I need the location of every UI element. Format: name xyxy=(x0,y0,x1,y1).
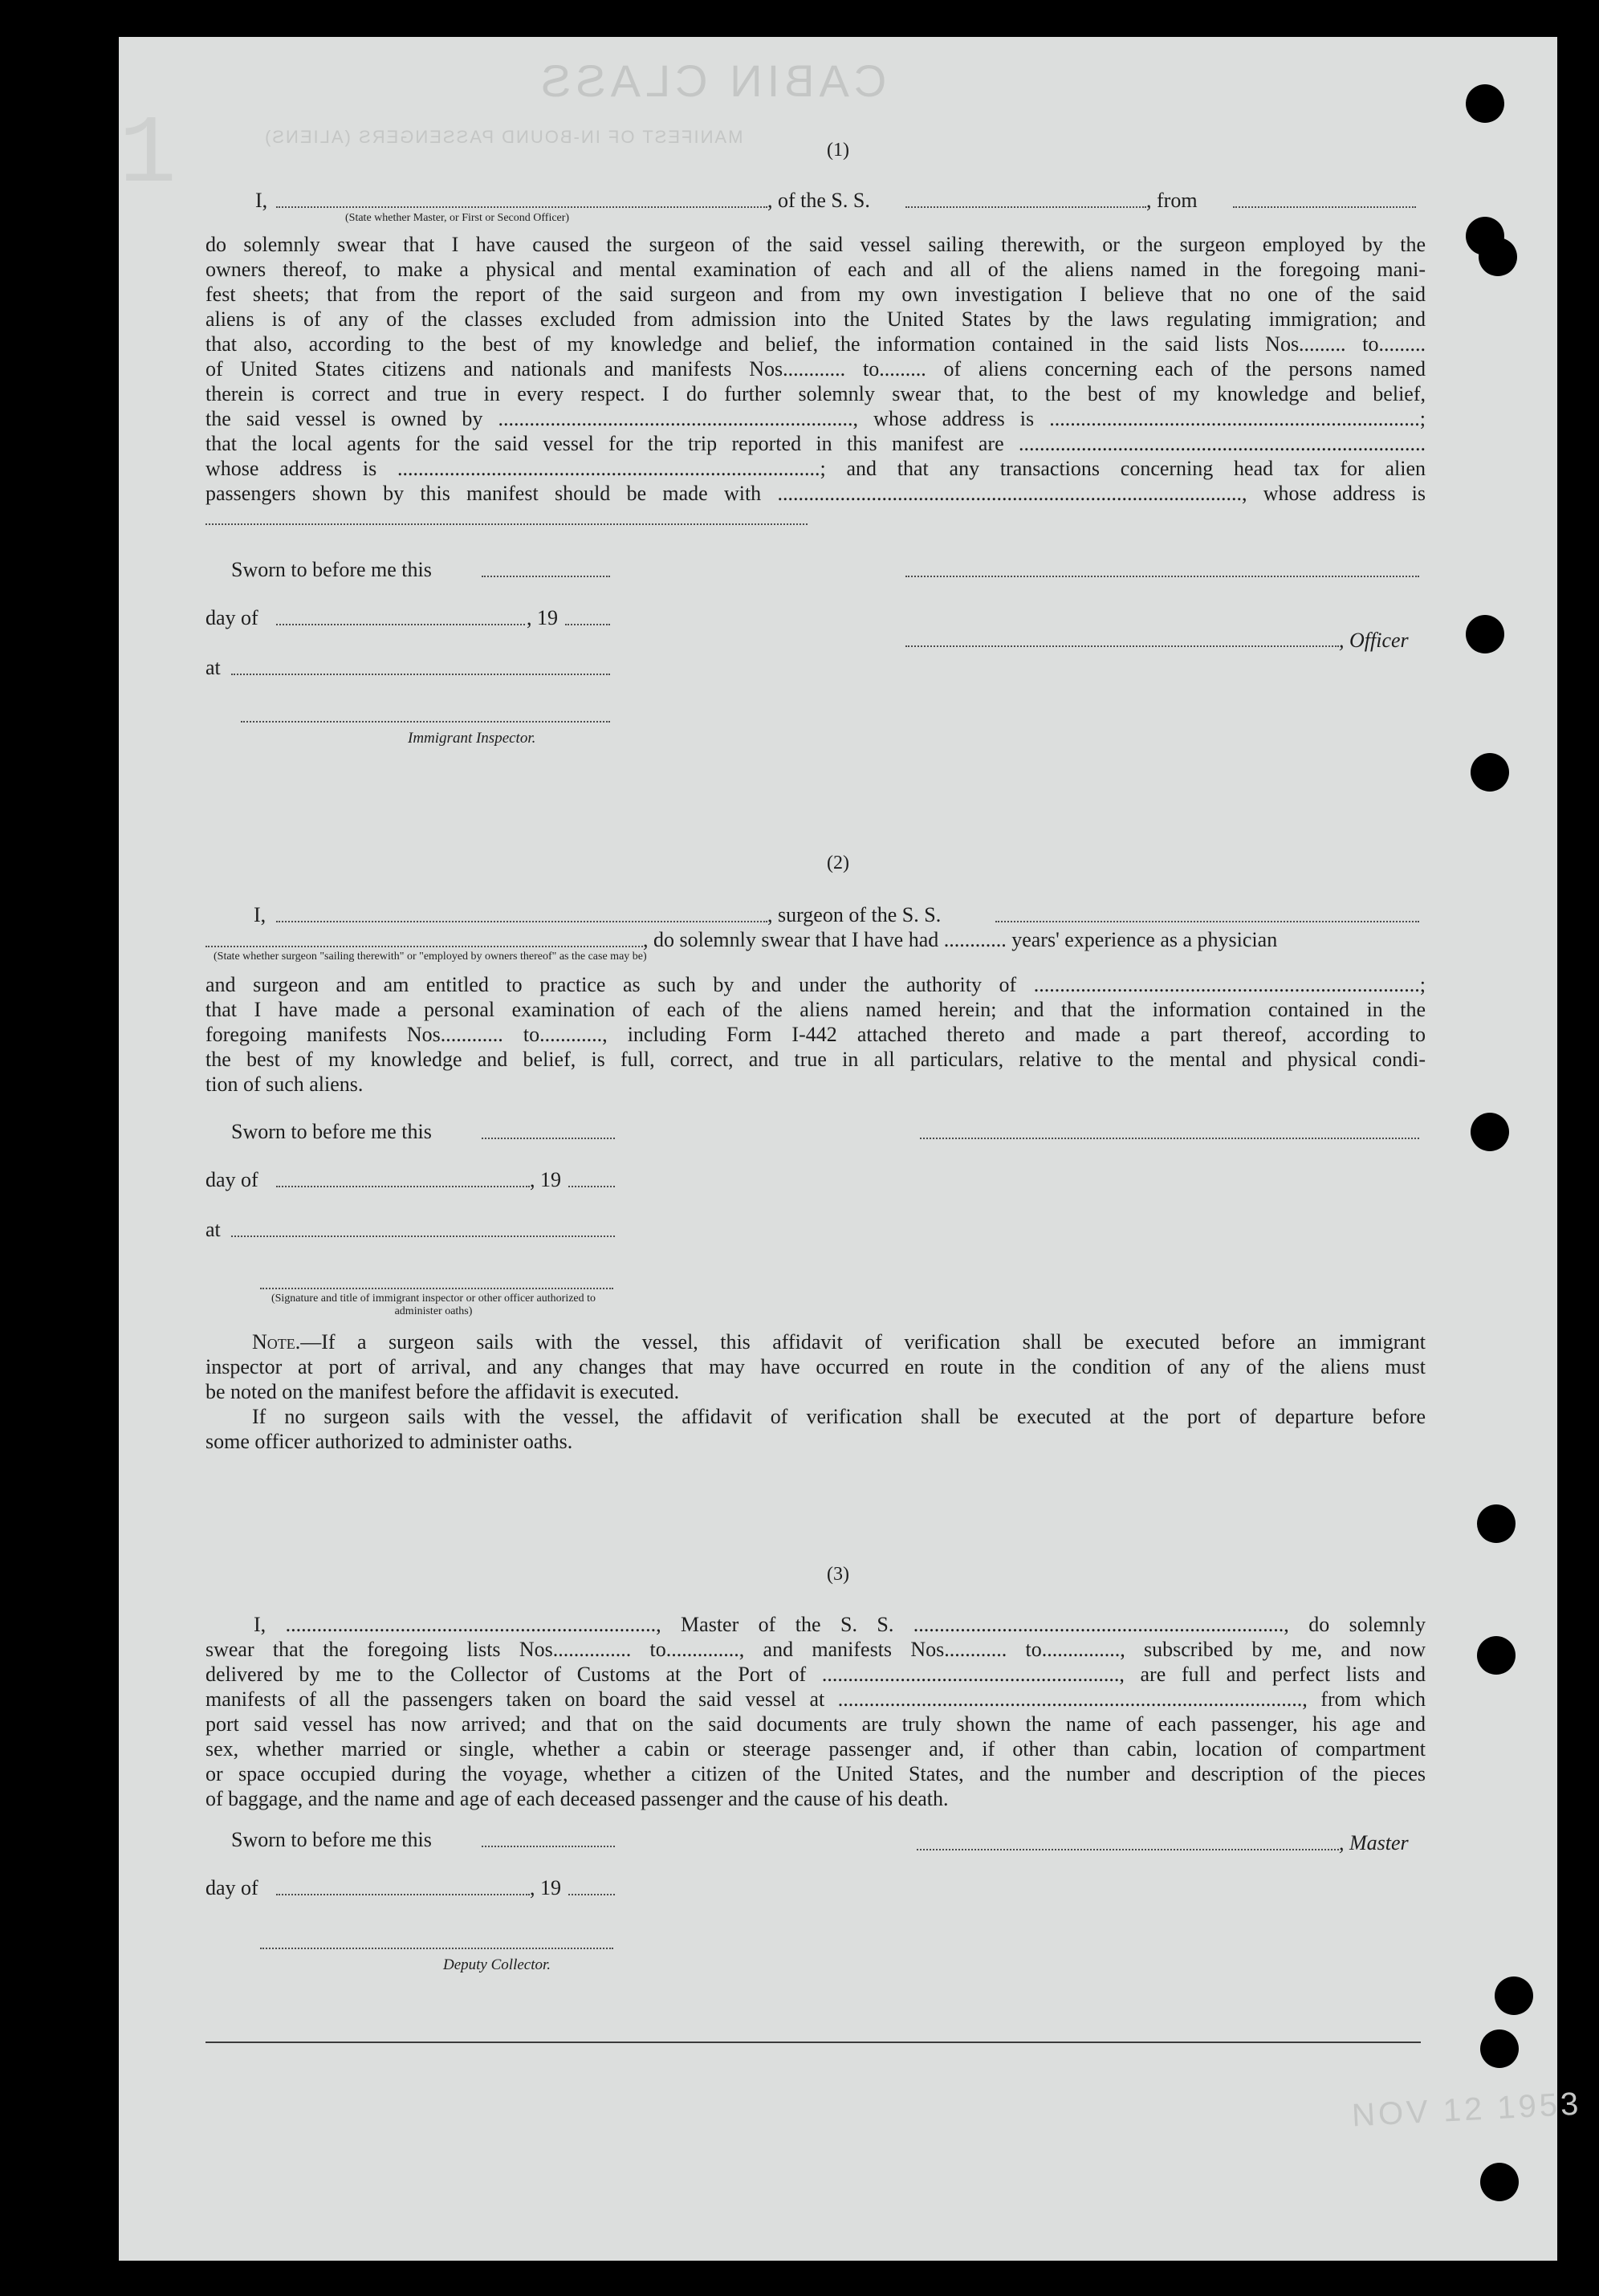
s2-line-4: the best of my knowledge and belief, is full, correct, and true in all particulars, relative to the mental and physical condi- xyxy=(205,1048,1426,1071)
s3-collector-line xyxy=(260,1948,613,1949)
s1-officer-signature-line xyxy=(905,576,1419,577)
s1-inspector-line xyxy=(241,721,610,723)
s2-note-line-1 xyxy=(205,1329,1426,1354)
s1-sworn-line xyxy=(482,576,610,577)
s1-address-line xyxy=(205,523,808,525)
s3-master-label: , Master xyxy=(1339,1831,1409,1854)
ghost-subheading: MANIFEST OF IN-BOUND PASSENGERS (ALIENS) xyxy=(263,127,743,147)
s1-vessel-line xyxy=(905,206,1146,208)
binder-hole xyxy=(1495,1976,1533,2015)
s2-line-5: tion of such aliens. xyxy=(205,1073,364,1096)
s1-line-6: of United States citizens and nationals and manifests Nos............ to......... of aliens concerning each of the persons named xyxy=(205,357,1426,381)
s3-day-of: day of xyxy=(205,1876,258,1899)
s2-sworn-line xyxy=(482,1138,615,1139)
s2-surgeon-name-line xyxy=(276,921,767,922)
s3-line-5: port said vessel has now arrived; and that on the said documents are truly shown the name of each passenger, his age and xyxy=(205,1712,1426,1736)
s3-line-6: sex, whether married or single, whether a cabin or steerage passenger and, if other than cabin, location of compartment xyxy=(205,1737,1426,1761)
s1-from: , from xyxy=(1146,189,1198,212)
s2-swear-text: , do solemnly swear that I have had ............ years' experience as a physician xyxy=(643,928,1278,951)
binder-hole xyxy=(1471,753,1509,792)
s1-of-the-ss: , of the S. S. xyxy=(767,189,870,212)
s1-line-10: whose address is .................................................................................; and that any transactions concerning head tax for alien xyxy=(205,457,1426,480)
s2-note2-line-1: If no surgeon sails with the vessel, the affidavit of verification shall be executed at the port of departure before xyxy=(252,1405,1426,1428)
s1-at-line xyxy=(231,674,610,675)
s2-nineteen: , 19 xyxy=(530,1168,561,1191)
s2-note-label: Note. xyxy=(252,1330,301,1354)
s1-line-5: that also, according to the best of my knowledge and belief, the information contained in the said lists Nos......... to......... xyxy=(205,332,1426,356)
s1-line-4: aliens is of any of the classes excluded from admission into the United States by the laws regulating immigration; and xyxy=(205,307,1426,331)
s1-officer-line xyxy=(905,645,1339,647)
section-2-number: (2) xyxy=(827,853,849,873)
binder-hole xyxy=(1479,238,1517,276)
s2-note-line-3: be noted on the manifest before the affidavit is executed. xyxy=(205,1380,680,1403)
s1-officer-note: (State whether Master, or First or Second Officer) xyxy=(345,212,570,224)
s2-line-3: foregoing manifests Nos............ to............, including Form I-442 attached thereto and made a part thereof, according to xyxy=(205,1023,1426,1046)
s1-line-11: passengers shown by this manifest should be made with ........................................................................................., whose address is xyxy=(205,482,1426,505)
binder-hole xyxy=(1466,615,1504,653)
s1-line-9: that the local agents for the said vessel for the trip reported in this manifest are .............................................................................. xyxy=(205,432,1426,455)
s3-line-4: manifests of all the passengers taken on board the said vessel at ........................................................................................., from which xyxy=(205,1687,1426,1711)
s2-line-2: that I have made a personal examination of each of the aliens named herein; and that the information contained in the xyxy=(205,998,1426,1021)
s1-line-7: therein is correct and true in every respect. I do further solemnly swear that, to the best of my knowledge and belief, xyxy=(205,382,1426,405)
s1-nineteen: , 19 xyxy=(527,606,558,629)
s3-deputy-label: Deputy Collector. xyxy=(443,1956,551,1973)
ghost-marks: 1 xyxy=(119,101,177,210)
binder-hole xyxy=(1477,1504,1516,1543)
s2-signature-note: (Signature and title of immigrant inspector or other officer authorized to administer oaths) xyxy=(271,1293,596,1317)
s1-line-1: do solemnly swear that I have caused the surgeon of the said vessel sailing therewith, or the surgeon employed by the xyxy=(205,233,1426,256)
s2-surgeon-note: (State whether surgeon "sailing therewith" or "employed by owners thereof" as the case may be) xyxy=(214,951,647,963)
s1-line-2: owners thereof, to make a physical and mental examination of each and all of the aliens named in the foregoing mani- xyxy=(205,258,1426,281)
s3-line-1: I, ......................................................................., Master of the S. S. ......................................................................., do solemnly xyxy=(254,1613,1426,1636)
s1-at: at xyxy=(205,656,221,679)
s2-note-text-1: —If a surgeon sails with the vessel, this affidavit of verification shall be executed before an immigrant xyxy=(300,1330,1426,1354)
s2-surgeon-type-line xyxy=(205,946,643,947)
s2-i: I, xyxy=(254,903,266,926)
binder-hole xyxy=(1466,84,1504,123)
s1-line-3: fest sheets; that from the report of the said surgeon and from my own investigation I believe that no one of the said xyxy=(205,283,1426,306)
s3-line-3: delivered by me to the Collector of Customs at the Port of ........................................................., are full and perfect lists and xyxy=(205,1663,1426,1686)
s3-line-2: swear that the foregoing lists Nos............... to.............., and manifests Nos............ to..............., subscribed by me, and now xyxy=(205,1638,1426,1661)
s3-sworn-line xyxy=(482,1846,615,1847)
s2-line-1: and surgeon and am entitled to practice as such by and under the authority of ..........................................................................; xyxy=(205,973,1426,996)
s1-day-line xyxy=(276,624,525,625)
s1-line-8: the said vessel is owned by ...................................................................., whose address is .......................................................................; xyxy=(205,407,1426,430)
s1-officer-name-line xyxy=(276,206,767,208)
ghost-heading: CABIN CLASS xyxy=(536,55,887,106)
s2-surgeon-of-ss: , surgeon of the S. S. xyxy=(767,903,942,926)
s2-note-line-2: inspector at port of arrival, and any changes that may have occurred en route in the condition of any of the aliens must xyxy=(205,1355,1426,1378)
section-3-number: (3) xyxy=(827,1564,849,1585)
binder-hole xyxy=(1480,2163,1519,2201)
s1-i: I, xyxy=(255,189,268,212)
s2-note2-line-2: some officer authorized to administer oaths. xyxy=(205,1430,573,1453)
s3-line-7: or space occupied during the voyage, whether a citizen of the United States, and the number and description of the pieces xyxy=(205,1762,1426,1785)
bottom-rule xyxy=(205,2042,1421,2043)
binder-hole xyxy=(1480,2029,1519,2068)
s3-day-line xyxy=(276,1894,530,1895)
s3-line-8: of baggage, and the name and age of each deceased passenger and the cause of his death. xyxy=(205,1787,949,1810)
s2-sworn: Sworn to before me this xyxy=(231,1120,432,1143)
s1-day-of: day of xyxy=(205,606,258,629)
s3-nineteen: , 19 xyxy=(530,1876,561,1899)
ghost-stamp: NOV 12 1953 xyxy=(1351,2086,1583,2134)
s1-year-line xyxy=(565,624,610,625)
binder-hole xyxy=(1471,1113,1509,1151)
s2-signature-line xyxy=(260,1288,613,1289)
s1-officer-label: , Officer xyxy=(1339,629,1409,652)
form-page xyxy=(119,37,1583,2261)
s1-sworn: Sworn to before me this xyxy=(231,558,432,581)
s2-year-line xyxy=(568,1186,615,1187)
s1-from-line xyxy=(1233,206,1416,208)
s2-day-line xyxy=(276,1186,530,1187)
binder-hole xyxy=(1477,1636,1516,1675)
section-1-number: (1) xyxy=(827,140,849,161)
s1-inspector-label: Immigrant Inspector. xyxy=(408,730,536,747)
s2-vessel-line xyxy=(995,921,1419,922)
s2-day-of: day of xyxy=(205,1168,258,1191)
s2-surgeon-signature-line xyxy=(920,1138,1419,1139)
s2-at: at xyxy=(205,1218,221,1241)
s3-sworn: Sworn to before me this xyxy=(231,1828,432,1851)
s2-at-line xyxy=(231,1236,615,1237)
s3-master-signature-line xyxy=(917,1849,1339,1850)
s3-year-line xyxy=(568,1894,615,1895)
